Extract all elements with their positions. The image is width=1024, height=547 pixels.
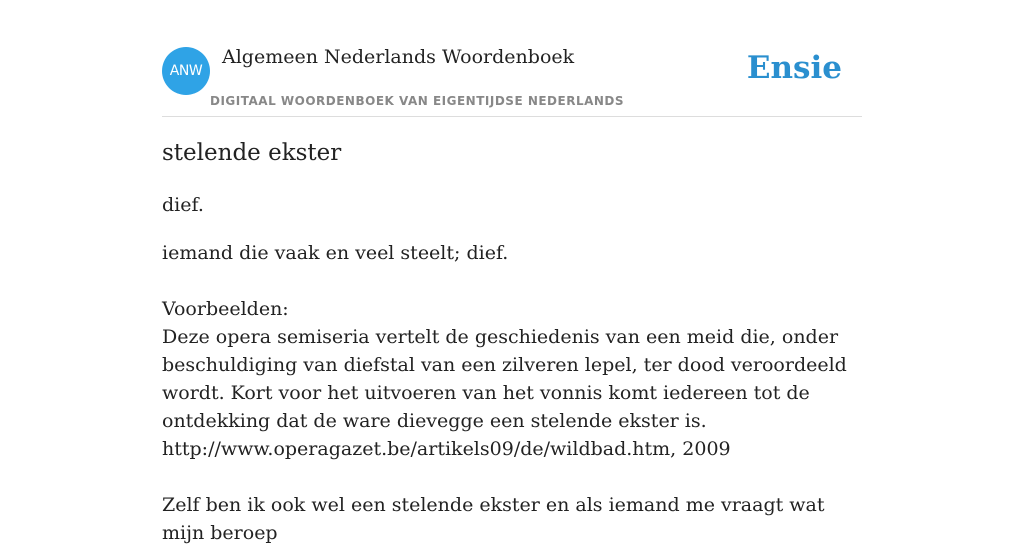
definition: iemand die vaak en veel steelt; dief.: [162, 242, 509, 264]
entry-body: [162, 239, 862, 547]
anw-logo[interactable]: ANW: [162, 47, 210, 95]
example-text: Deze opera semiseria vertelt de geschiedenis van een meid die, onder beschuldiging van diefstal van een zilveren lepel, ter dood veroordeeld wordt. Kort voor het uitvoeren van het vonnis komt iedereen tot de ontdekking dat de ware dievegge een stelende ekster is.: [162, 326, 853, 432]
page: [162, 0, 862, 544]
example-source: http://www.operagazet.be/artikels09/de/wildbad.htm, 2009: [162, 438, 731, 460]
examples-label: Voorbeelden:: [162, 298, 289, 320]
entry-term: stelende ekster: [162, 140, 342, 166]
short-definition: dief.: [162, 194, 204, 216]
ensie-logo[interactable]: Ensie: [746, 50, 842, 86]
source-subtitle: DIGITAAL WOORDENBOEK VAN EIGENTIJDSE NEDERLANDS: [210, 94, 625, 108]
example-text: Zelf ben ik ook wel een stelende ekster en als iemand me vraagt wat mijn beroep: [162, 494, 831, 544]
header: [162, 0, 862, 117]
source-title[interactable]: Algemeen Nederlands Woordenboek: [222, 46, 575, 68]
